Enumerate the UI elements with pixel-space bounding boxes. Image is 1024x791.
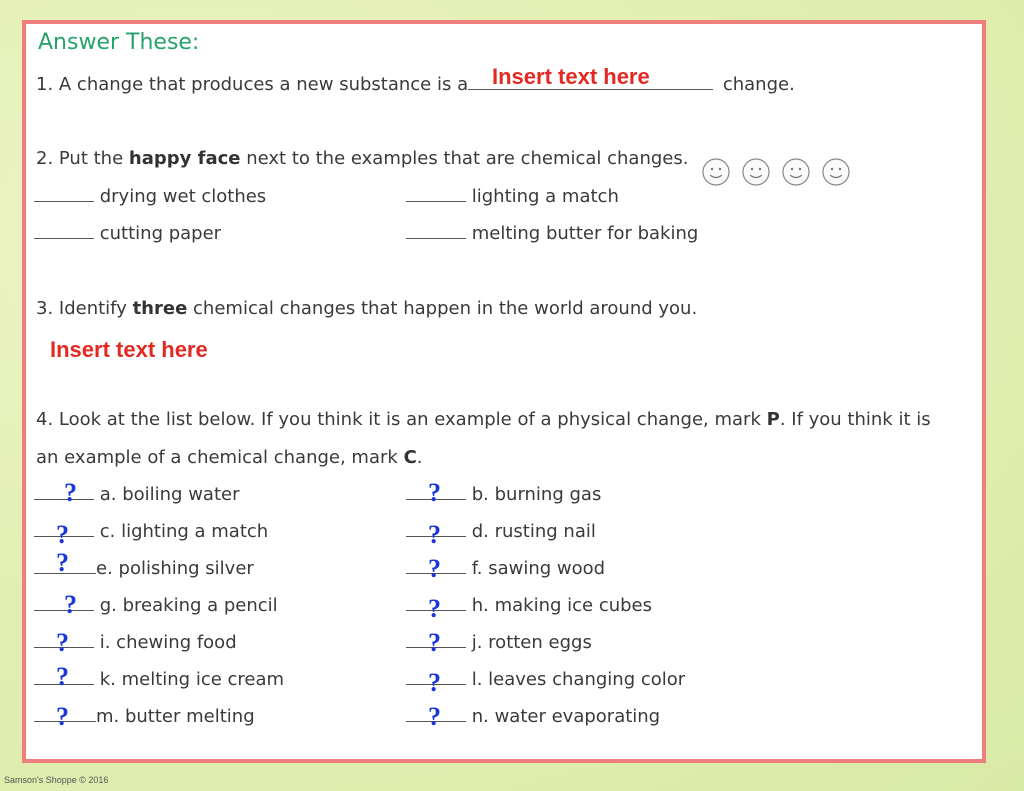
q4-item [406, 706, 660, 727]
question-4-text: . [416, 447, 423, 468]
worksheet-card [22, 20, 986, 763]
q4-item-label: a. boiling water [99, 484, 240, 505]
q2-item [406, 223, 698, 244]
q4-item-label: c. lighting a match [99, 521, 269, 542]
question-1-answer-field[interactable]: Insert text here [492, 64, 650, 89]
happy-face-icon[interactable] [782, 158, 810, 186]
question-mark-icon[interactable]: ? [428, 478, 441, 507]
question-mark-icon[interactable]: ? [56, 702, 69, 731]
q4-item [34, 669, 284, 690]
q4-item-label: b. burning gas [471, 484, 602, 505]
question-2 [36, 148, 688, 169]
q4-item-label: f. sawing wood [471, 558, 606, 579]
q2-item-label: lighting a match [471, 186, 619, 207]
question-4-text: 4. Look at the list below. If you think it is an example of a physical change, mark [36, 409, 761, 430]
question-3-bold: three [132, 298, 188, 319]
question-mark-icon[interactable]: ? [56, 662, 69, 691]
q2-blank[interactable] [406, 200, 466, 202]
question-mark-icon[interactable]: ? [428, 628, 441, 657]
question-2-suffix: next to the examples that are chemical changes. [246, 148, 689, 169]
q2-item-label: drying wet clothes [99, 186, 267, 207]
q4-item-label: e. polishing silver [96, 558, 254, 579]
question-mark-icon[interactable]: ? [64, 590, 77, 619]
question-mark-icon[interactable]: ? [56, 628, 69, 657]
question-3-prefix: 3. Identify [36, 298, 127, 319]
question-1-after: change. [722, 74, 795, 95]
happy-face-icon[interactable] [702, 158, 730, 186]
q4-item-label: k. melting ice cream [99, 669, 285, 690]
question-4-text: an example of a chemical change, mark [36, 447, 398, 468]
question-mark-icon[interactable]: ? [64, 478, 77, 507]
q2-item-label: cutting paper [99, 223, 222, 244]
happy-face-icon[interactable] [822, 158, 850, 186]
q4-item-label: m. butter melting [96, 706, 255, 727]
q4-item [406, 669, 685, 690]
question-4-line-1 [36, 409, 931, 430]
question-4-text: . If you think it is [779, 409, 931, 430]
question-mark-icon[interactable]: ? [56, 520, 69, 549]
q2-item [34, 223, 221, 244]
q4-item-label: h. making ice cubes [471, 595, 653, 616]
q2-item-label: melting butter for baking [471, 223, 699, 244]
question-3 [36, 298, 697, 319]
question-4-mark-p: P [766, 409, 780, 430]
question-1-text: 1. A change that produces a new substance is a [36, 74, 469, 95]
question-3-suffix: chemical changes that happen in the world around you. [193, 298, 698, 319]
question-mark-icon[interactable]: ? [428, 702, 441, 731]
q4-item-label: l. leaves changing color [471, 669, 686, 690]
question-1 [36, 74, 795, 95]
q4-item-label: d. rusting nail [471, 521, 596, 542]
q2-blank[interactable] [34, 237, 94, 239]
question-3-answer-field[interactable]: Insert text here [50, 337, 208, 362]
q4-item [406, 595, 652, 616]
q4-item [34, 521, 268, 542]
worksheet-heading: Answer These: [38, 30, 200, 55]
q2-item [34, 186, 266, 207]
q4-item-label: j. rotten eggs [471, 632, 592, 653]
question-mark-icon[interactable]: ? [428, 668, 441, 697]
question-mark-icon[interactable]: ? [428, 594, 441, 623]
q2-blank[interactable] [34, 200, 94, 202]
question-4-line-2 [36, 447, 423, 468]
question-mark-icon[interactable]: ? [56, 548, 69, 577]
question-2-bold: happy face [128, 148, 241, 169]
question-mark-icon[interactable]: ? [428, 554, 441, 583]
q2-item [406, 186, 619, 207]
question-4-mark-c: C [403, 447, 417, 468]
q4-item-label: g. breaking a pencil [99, 595, 278, 616]
happy-face-icon[interactable] [742, 158, 770, 186]
copyright-footer: Samson's Shoppe © 2016 [4, 775, 109, 785]
question-mark-icon[interactable]: ? [428, 520, 441, 549]
q2-blank[interactable] [406, 237, 466, 239]
q4-item-label: n. water evaporating [471, 706, 661, 727]
q4-item-label: i. chewing food [99, 632, 237, 653]
question-2-prefix: 2. Put the [36, 148, 124, 169]
